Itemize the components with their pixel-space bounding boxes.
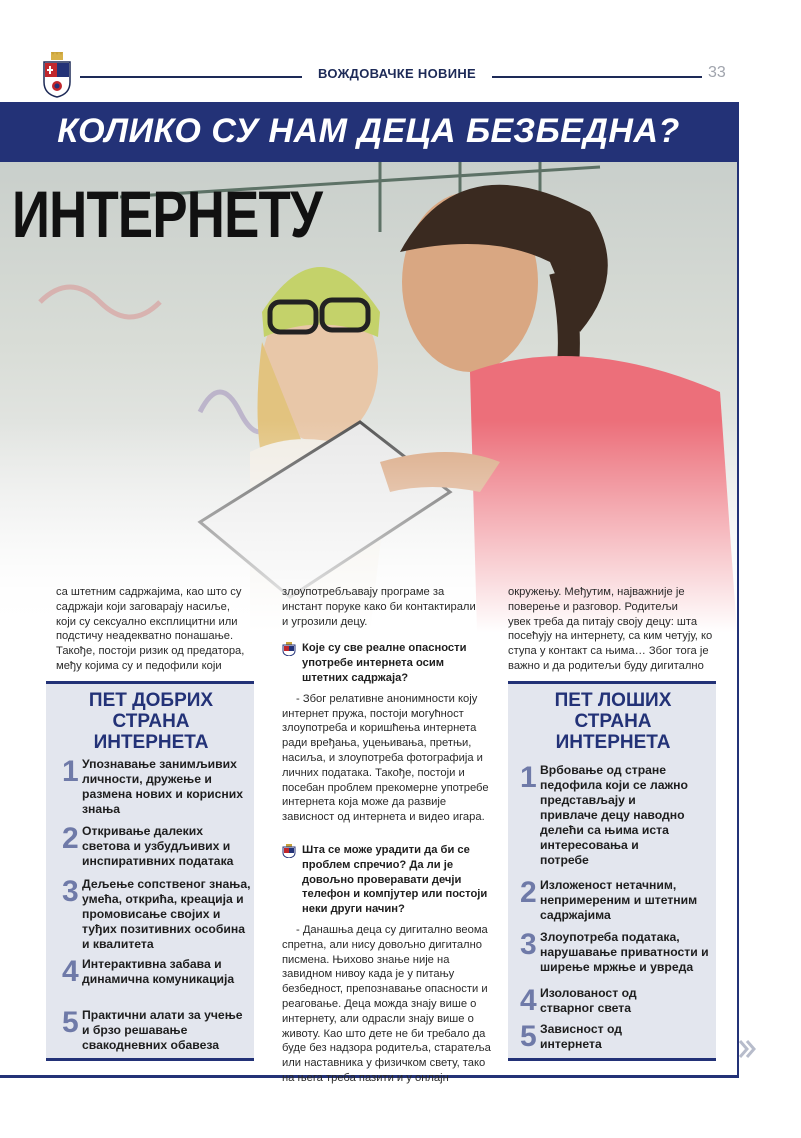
- text-line: инстант поруке како би контактирали: [282, 600, 476, 613]
- coat-of-arms-icon: [282, 844, 296, 858]
- item-number: 3: [520, 928, 537, 961]
- text-line: ступа у контакт са њима… Због тога је: [508, 645, 709, 658]
- good-item-1: [62, 757, 252, 817]
- bad-box-top-rule: [508, 681, 716, 684]
- bad-box-bottom-rule: [508, 1058, 716, 1061]
- item-number: 2: [62, 822, 79, 855]
- article-col2-text: [282, 585, 492, 1086]
- question-1-text: Које су све реалне опасности употребе интернета осим штетних садржаја?: [302, 642, 467, 684]
- bad-item-3: [520, 930, 712, 980]
- answer-1: - Због релативне анонимности коју интернет пружа, постоји могућност злоупотреба и коришћења интернета ради вређања, уцењивања, претњи, насиља, и злоупотреба фотографија и личних података. Такође, постоји и посебан проблем прекомерне употребе интернета која може да развије зависност од интернета и видео игара.: [282, 692, 489, 824]
- bad-item-1: [520, 763, 712, 873]
- bad-item-5: [520, 1022, 712, 1056]
- item-text: Упознавање занимљивих личности, дружење и размена нових и корисних знања: [82, 757, 244, 816]
- item-number: 1: [520, 761, 537, 794]
- item-text: Врбовање од стране педофила који се лажно представљају и привлаче децу наводно делећи са њима иста интересовања и потребе: [540, 763, 688, 867]
- text-line: злоупотребљавају програме за: [282, 586, 445, 598]
- bad-item-2: [520, 878, 712, 923]
- good-box-bottom-rule: [46, 1058, 254, 1061]
- text-line: који су сексуално експлицитни или: [56, 615, 238, 628]
- item-text: Изолованост од стварног света: [540, 986, 637, 1015]
- text-line: са штетним садржајима, као што су: [56, 586, 242, 598]
- item-text: Дељење сопственог знања, умећа, открића, креација и промовисање својих и туђих позитивних особина и квалитета: [82, 877, 251, 951]
- item-number: 2: [520, 876, 537, 909]
- item-number: 5: [520, 1020, 537, 1053]
- good-box-title: ПЕТ ДОБРИХ СТРАНА ИНТЕРНЕТА: [88, 690, 214, 753]
- header-rule-left: [80, 76, 302, 78]
- item-text: Интерактивна забава и динамична комуникација: [82, 957, 235, 986]
- text-line: поверење и разговор. Родитељи: [508, 600, 678, 613]
- bad-box-title: ПЕТ ЛОШИХ СТРАНА ИНТЕРНЕТА: [554, 690, 672, 753]
- text-line: подстичу неадекватно понашање.: [56, 630, 234, 643]
- text-line: окружењу. Међутим, најважније је: [508, 586, 685, 598]
- text-line: увек треба да питају своју децу: шта: [508, 615, 698, 628]
- text-line: Такође, постоји ризик од предатора,: [56, 645, 245, 658]
- item-number: 3: [62, 875, 79, 908]
- text-line: важно и да родитељи буду дигитално: [508, 659, 704, 672]
- header-rule-right: [492, 76, 702, 78]
- text-line: садржаји који заговарају насиље,: [56, 600, 230, 613]
- good-item-5: [62, 1008, 252, 1056]
- question-2-text: Шта се може урадити да би се проблем спречио? Да ли је довољно проверавати дечји телефон и компјутер или постоји неки други начин?: [302, 843, 488, 916]
- item-number: 4: [520, 984, 537, 1017]
- text-line: посећују на интернету, са ким четују, ко: [508, 630, 713, 643]
- hero-word: ИНТЕРНЕТУ: [12, 177, 323, 251]
- item-text: Практични алати за учење и брзо решавање свакодневних обавеза: [82, 1008, 243, 1052]
- answer-2: - Данашња деца су дигитално веома спретна, али нису довољно дигитално писмена. Њихово знање није на завидном нивоу када је у питању безбедност, препознавање опасности и реаговање. Деца можда знају више о интернету, али одрасли знају више о животу. Као што дете не би требало да буде без надзора родитеља, старатеља или наставника у физичком свету, тако на њега треба пазити и у онлајн: [282, 923, 491, 1084]
- text-line: и угрозили децу.: [282, 615, 368, 628]
- publication-name: ВОЖДОВАЧКЕ НОВИНЕ: [317, 66, 476, 81]
- coat-of-arms-icon: [42, 52, 72, 98]
- frame-right: [737, 102, 739, 1077]
- headline: КОЛИКО СУ НАМ ДЕЦА БЕЗБЕДНА?: [57, 112, 680, 150]
- question-1: [282, 641, 492, 685]
- item-text: Злоупотреба података, нарушавање приватности и ширење мржње и увреда: [540, 930, 709, 974]
- chevron-right-icon[interactable]: [737, 1038, 757, 1060]
- good-box-top-rule: [46, 681, 254, 684]
- good-item-2: [62, 824, 252, 874]
- item-text: Откривање далеких светова и узбудљивих и инспиративних података: [82, 824, 234, 868]
- item-number: 4: [62, 955, 79, 988]
- item-text: Зависност од интернета: [540, 1022, 622, 1051]
- page-number: 33: [708, 64, 726, 81]
- article-col3-text: [508, 585, 718, 674]
- coat-of-arms-icon: [282, 642, 296, 656]
- item-number: 1: [62, 755, 79, 788]
- good-item-4: [62, 957, 252, 1002]
- text-line: међу којима су и педофили који: [56, 659, 222, 672]
- bad-item-4: [520, 986, 712, 1021]
- question-2: [282, 843, 492, 917]
- good-item-3: [62, 877, 252, 952]
- article-col1-text: [56, 585, 256, 674]
- item-text: Изложеност нетачним, непримереним и штетним садржајима: [540, 878, 698, 922]
- item-number: 5: [62, 1006, 79, 1039]
